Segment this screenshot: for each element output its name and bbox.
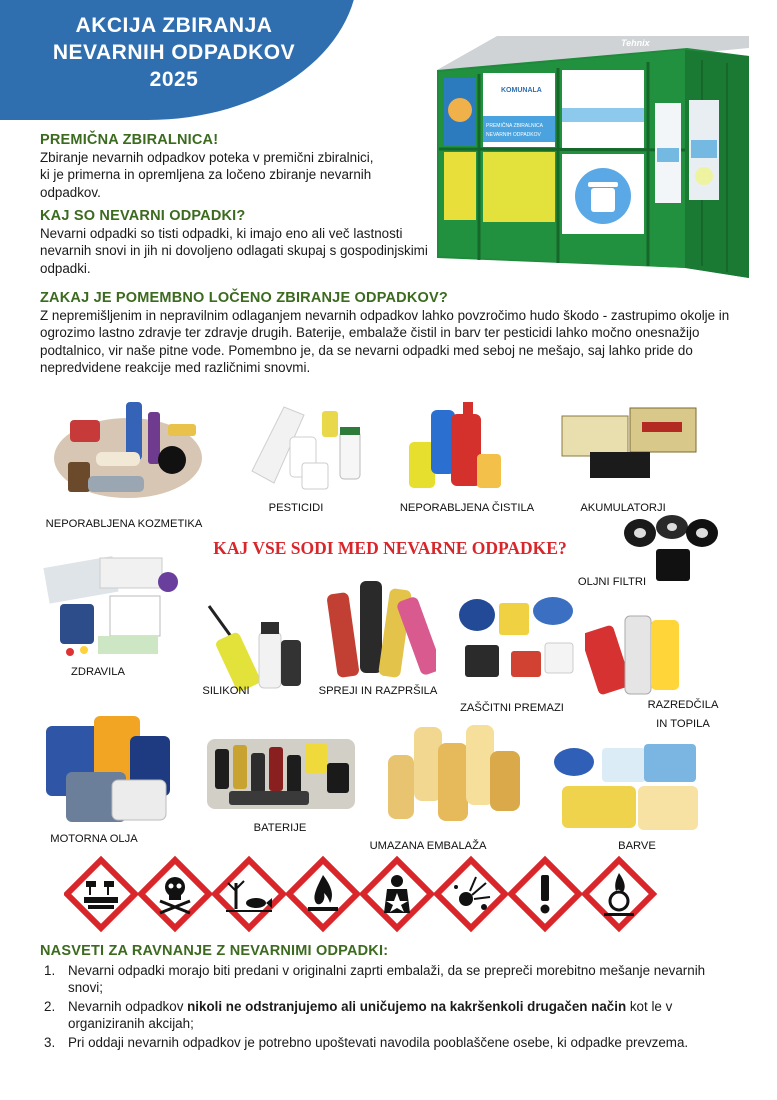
mobile-collection-heading: PREMIČNA ZBIRALNICA! [40,132,219,148]
protective-coatings-image [455,593,577,687]
what-heading: KAJ SO NEVARNI ODPADKI? [40,208,246,224]
label-cistila: NEPORABLJENA ČISTILA [399,502,535,514]
label-olja: MOTORNA OLJA [50,833,138,845]
label-baterije: BATERIJE [253,822,307,834]
pesticides-image [244,403,364,495]
label-barve: BARVE [618,840,656,852]
mobile-collection-container-image [437,28,749,280]
health-hazard-icon [363,860,431,928]
oil-filters-image [620,515,720,585]
paints-image [552,740,702,840]
title-line-2: NEVARNIH ODPADKOV [52,41,296,64]
why-text: Z nepremišljenim in nepravilnim odlaganjem nevarnih odpadkov lahko povzročimo hudo škodo - zastrupimo okolje in ogrozimo lastno zdravje ter zdravje drugih. Baterije, embalaže čistil in barv ter pesticidi lahko močno onesnažijo podtalnico, vir naše pitne vode. Pomembno je, da se nevarni odpadki med seboj ne mešajo, saj lahko pride do nepredvidene reakcije med različnimi snovmi. [40,308,730,376]
label-razredcila [643,696,723,734]
thinners-image [585,610,685,700]
batteries-image [205,725,357,819]
label-embalaza: UMAZANA EMBALAŽA [369,840,487,852]
label-pesticidi: PESTICIDI [268,502,324,514]
mobile-collection-text: Zbiranje nevarnih odpadkov poteka v premični zbiralnici, ki je primerna in opremljena za ločeno zbiranje nevarnih odpadkov. [40,150,374,200]
environment-hazard-icon [215,860,283,928]
flammable-icon [289,860,357,928]
hazard-pictograms-row [64,855,664,933]
label-akumulatorji: AKUMULATORJI [580,502,666,514]
oxidizer-icon [585,860,653,928]
medicines-image [40,552,180,658]
tip-text-pre: Nevarnih odpadkov [68,998,188,1014]
tip-text: Pri oddaji nevarnih odpadkov je potrebno upoštevati navodila pooblaščene osebe, ki odpadke prevzema. [68,1034,689,1050]
label-razredcila-line-2: IN TOPILA [656,718,710,730]
what-text: Nevarni odpadki so tisti odpadki, ki imajo eno ali več lastnosti nevarnih snovi in jih ni dovoljeno odlagati skupaj s gospodinjskimi odpadki. [40,226,428,276]
list-item [42,1034,742,1051]
sprays-image [322,575,436,687]
label-razredcila-line-1: RAZREDČILA [647,699,719,711]
tip-text-post: kot le v organiziranih akcijah; [68,998,673,1032]
label-kozmetika: NEPORABLJENA KOZMETIKA [45,518,203,530]
container-banner-line-2: NEVARNIH ODPADKOV [486,132,541,138]
cosmetics-image [48,398,208,502]
container-logo-text: KOMUNALA [501,87,542,94]
skull-crossbones-icon [141,860,209,928]
tips-heading: NASVETI ZA RAVNANJE Z NEVARNIMI ODPADKI: [40,943,389,959]
tip-text-bold: nikoli ne odstranjujemo ali uničujemo na kakršenkoli drugačen način [187,998,627,1014]
title-year: 2025 [149,68,199,91]
container-banner-line-1: PREMIČNA ZBIRALNICA [486,123,543,129]
car-batteries-image [560,404,700,480]
list-item [42,962,742,997]
exclamation-icon [511,860,579,928]
corrosive-icon [67,860,135,928]
list-item [42,998,742,1033]
container-brand-label: Tehnix [621,38,650,48]
dirty-packaging-image [378,715,528,825]
motor-oils-image [40,706,174,824]
tip-number: 3. [44,1034,56,1050]
label-premazi: ZAŠČITNI PREMAZI [460,702,564,714]
label-silikoni: SILIKONI [202,685,250,697]
label-zdravila: ZDRAVILA [71,666,125,678]
tip-number: 1. [44,963,56,978]
tips-list [42,962,742,1052]
tip-text: Nevarni odpadki morajo biti predani v originalni zaprti embalaži, da se prepreči morebitno mešanje nevarnih snovi; [68,963,706,996]
tip-number: 2. [44,998,56,1014]
why-heading: ZAKAJ JE POMEMBNO LOČENO ZBIRANJE ODPADKOV? [40,290,448,306]
label-spreji: SPREJI IN RAZPRŠILA [318,685,438,697]
label-filtri: OLJNI FILTRI [577,576,647,588]
silicones-image [195,600,305,692]
title-line-1: AKCIJA ZBIRANJA [75,14,273,37]
center-question-heading: KAJ VSE SODI MED NEVARNE ODPADKE? [213,538,567,558]
explosive-icon [437,860,505,928]
cleaners-image [405,400,505,492]
page-title [0,12,348,93]
